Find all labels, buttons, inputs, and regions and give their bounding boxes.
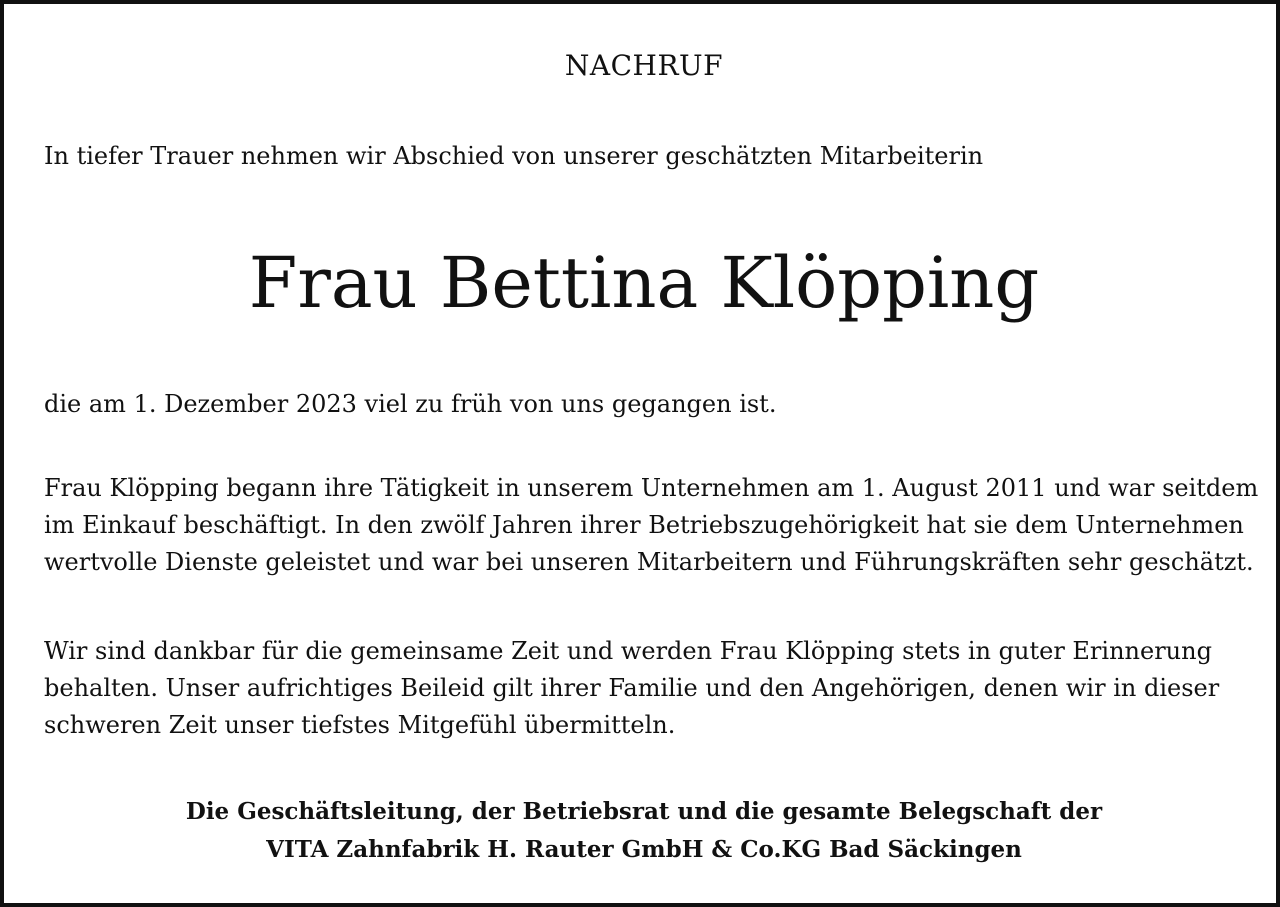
condolence-paragraph: [44, 633, 1244, 744]
date-of-death-text: die am 1. Dezember 2023 viel zu früh von uns gegangen ist.: [44, 390, 777, 418]
paragraph-line: Wir sind dankbar für die gemeinsame Zeit und werden Frau Klöpping stets in guter Erinnerung: [44, 637, 1212, 665]
intro-text: In tiefer Trauer nehmen wir Abschied von unserer geschätzten Mitarbeiterin: [44, 142, 984, 170]
notice-heading: NACHRUF: [564, 49, 724, 82]
paragraph-line: schweren Zeit unser tiefstes Mitgefühl übermitteln.: [44, 711, 676, 739]
signature-block: [4, 793, 1280, 869]
paragraph-line: Frau Klöpping begann ihre Tätigkeit in unserem Unternehmen am 1. August 2011 und war seitdem: [44, 474, 1259, 502]
paragraph-line: im Einkauf beschäftigt. In den zwölf Jahren ihrer Betriebszugehörigkeit hat sie dem Unternehmen: [44, 511, 1244, 539]
career-paragraph: [44, 470, 1259, 581]
signature-line: VITA Zahnfabrik H. Rauter GmbH & Co.KG Bad Säckingen: [266, 836, 1022, 863]
signature-line: Die Geschäftsleitung, der Betriebsrat und die gesamte Belegschaft der: [185, 798, 1103, 825]
paragraph-line: wertvolle Dienste geleistet und war bei unseren Mitarbeitern und Führungskräften sehr geschätzt.: [44, 548, 1254, 576]
deceased-name: Frau Bettina Klöpping: [248, 242, 1040, 324]
paragraph-line: behalten. Unser aufrichtiges Beileid gilt ihrer Familie und den Angehörigen, denen wir in dieser: [44, 674, 1220, 702]
